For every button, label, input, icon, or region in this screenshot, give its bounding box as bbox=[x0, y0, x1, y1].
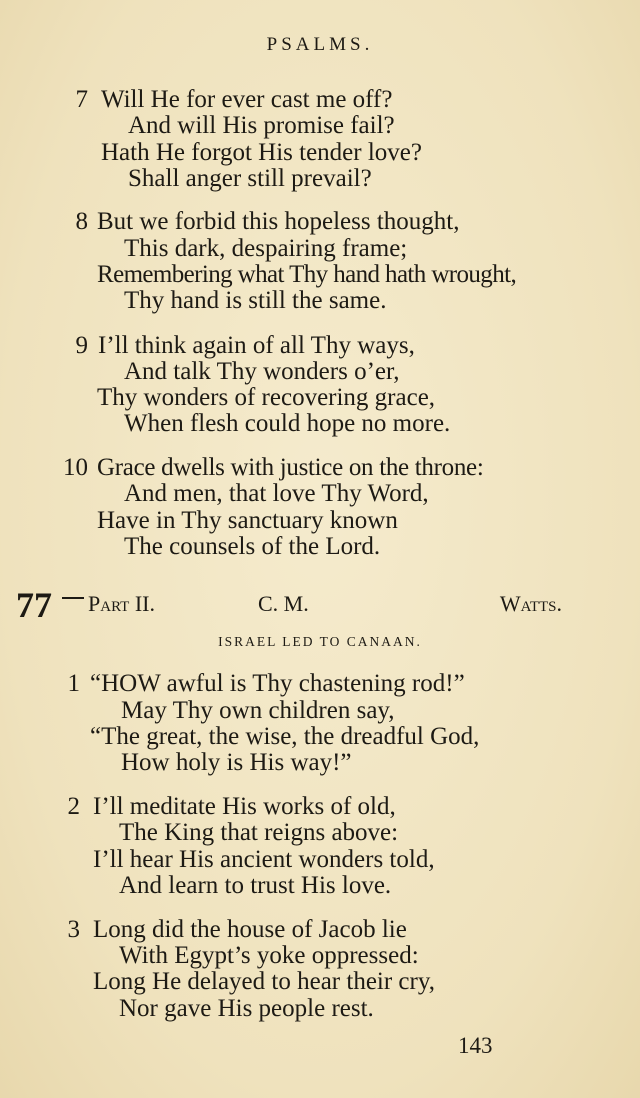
stanza-line: This dark, despairing frame; bbox=[124, 235, 408, 262]
stanza-line: I’ll hear His ancient wonders told, bbox=[93, 846, 435, 873]
stanza-line: Remembering what Thy hand hath wrought, bbox=[97, 261, 517, 288]
hymn-number: 77 bbox=[16, 585, 52, 625]
stanza-number: 7 bbox=[75, 86, 88, 113]
stanza-number: 3 bbox=[67, 916, 80, 943]
hymn-part: Part II. bbox=[88, 591, 155, 616]
stanza-line: And talk Thy wonders o’er, bbox=[124, 358, 400, 385]
stanza-line: Thy wonders of recovering grace, bbox=[97, 384, 436, 411]
stanza-line: May Thy own children say, bbox=[121, 697, 395, 724]
stanza-line: “HOW awful is Thy chastening rod!” bbox=[90, 670, 465, 697]
stanza-line: And will His promise fail? bbox=[128, 112, 395, 139]
page-number: 143 bbox=[458, 1033, 493, 1058]
stanza-line: Long did the house of Jacob lie bbox=[93, 916, 407, 943]
stanza-line: Nor gave His people rest. bbox=[119, 995, 374, 1022]
stanza-line: But we forbid this hopeless thought, bbox=[97, 208, 460, 235]
hymn-author: Watts. bbox=[499, 591, 562, 616]
stanza-number: 9 bbox=[75, 332, 88, 359]
stanza-line: “The great, the wise, the dreadful God, bbox=[90, 723, 480, 750]
stanza-line: When flesh could hope no more. bbox=[124, 410, 451, 437]
hymn-title: ISRAEL LED TO CANAAN. bbox=[218, 634, 422, 649]
stanza-line: Long He delayed to hear their cry, bbox=[93, 968, 435, 995]
running-head: PSALMS. bbox=[266, 34, 374, 55]
stanza-line: I’ll meditate His works of old, bbox=[93, 793, 396, 820]
stanza-line: With Egypt’s yoke oppressed: bbox=[119, 942, 419, 969]
stanza-line: Have in Thy sanctuary known bbox=[97, 507, 398, 534]
stanza-number: 10 bbox=[63, 454, 88, 481]
stanza-number: 1 bbox=[67, 670, 80, 697]
stanza-line: The King that reigns above: bbox=[119, 819, 399, 846]
heading-dash bbox=[62, 597, 84, 599]
stanza-line: And men, that love Thy Word, bbox=[124, 480, 429, 507]
stanza-line: Grace dwells with justice on the throne: bbox=[97, 454, 484, 481]
stanza-line: Shall anger still prevail? bbox=[128, 165, 372, 192]
stanza-line: How holy is His way!” bbox=[121, 749, 352, 776]
stanza-line: Hath He forgot His tender love? bbox=[101, 139, 422, 166]
stanza-line: Will He for ever cast me off? bbox=[101, 86, 393, 113]
stanza-line: I’ll think again of all Thy ways, bbox=[98, 332, 415, 359]
hymn-meter: C. M. bbox=[258, 591, 309, 616]
hymn-heading bbox=[0, 587, 640, 627]
stanza-number: 2 bbox=[67, 793, 80, 820]
stanza-line: The counsels of the Lord. bbox=[124, 533, 381, 560]
stanza-line: And learn to trust His love. bbox=[119, 872, 392, 899]
stanza-number: 8 bbox=[75, 208, 88, 235]
stanza-line: Thy hand is still the same. bbox=[124, 287, 387, 314]
